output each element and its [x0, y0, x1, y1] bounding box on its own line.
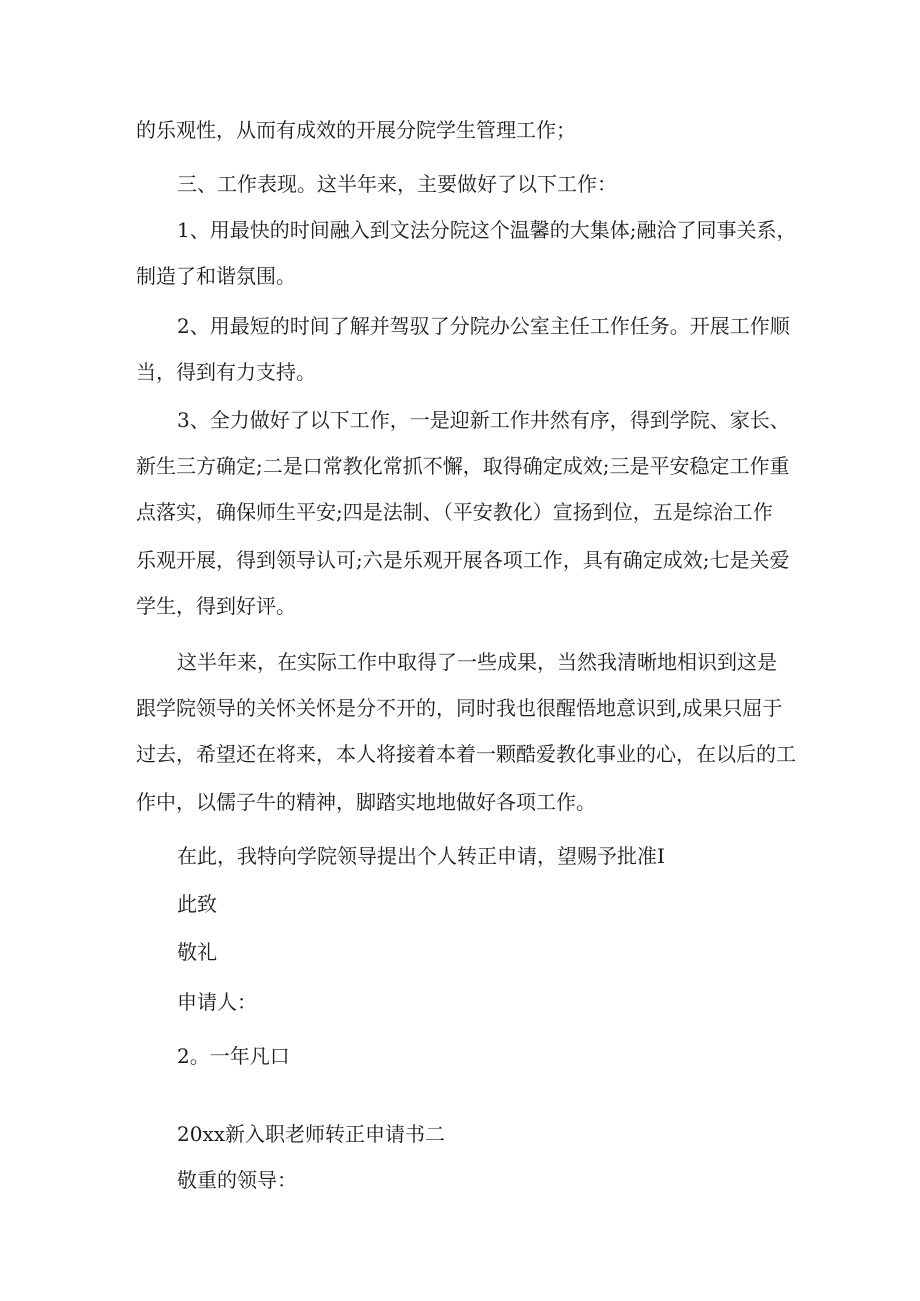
closing-line: 敬礼	[177, 940, 217, 964]
text-line: 学生，得到好评。	[136, 594, 296, 618]
text-line: 制造了和谐氛围。	[136, 264, 296, 288]
document-title: 20xx新入职老师转正申请书二	[177, 1122, 446, 1146]
section-heading: 三、工作表现。这半年来，主要做好了以下工作：	[177, 172, 617, 196]
text-line: 作中，以儒子牛的精神，脚踏实地地做好各项工作。	[136, 790, 596, 814]
text-line: 在此，我特向学院领导提出个人转正申请，望赐予批准I	[177, 844, 665, 868]
text-line: 过去，希望还在将来，本人将接着本着一颗酷爱教化事业的心，在以后的工	[136, 742, 796, 766]
date-line: 2。一年凡口	[177, 1044, 290, 1068]
text-line: 点落实，确保师生平安;四是法制、（平安教化）宣扬到位，五是综治工作	[136, 500, 773, 524]
text-line: 1、用最快的时间融入到文法分院这个温馨的大集体;融洽了同事关系，	[177, 218, 797, 242]
salutation: 敬重的领导：	[177, 1168, 297, 1192]
text-line: 3、全力做好了以下工作，一是迎新工作井然有序，得到学院、家长、	[177, 408, 790, 432]
closing-line: 此致	[177, 892, 217, 916]
text-line: 乐观开展，得到领导认可;六是乐观开展各项工作，具有确定成效;七是关爱	[136, 548, 790, 572]
text-line: 新生三方确定;二是口常教化常抓不懈，取得确定成效;三是平安稳定工作重	[136, 454, 790, 478]
text-line: 当，得到有力支持。	[136, 360, 316, 384]
text-line: 2、用最短的时间了解并驾驭了分院办公室主任工作任务。开展工作顺	[177, 314, 790, 338]
text-line: 跟学院领导的关怀关怀是分不开的，同时我也很醒悟地意识到,成果只屈于	[136, 696, 783, 720]
text-line: 的乐观性，从而有成效的开展分院学生管理工作；	[136, 118, 576, 142]
text-line: 这半年来，在实际工作中取得了一些成果，当然我清晰地相识到这是	[177, 650, 777, 674]
applicant-label: 申请人：	[177, 990, 257, 1014]
